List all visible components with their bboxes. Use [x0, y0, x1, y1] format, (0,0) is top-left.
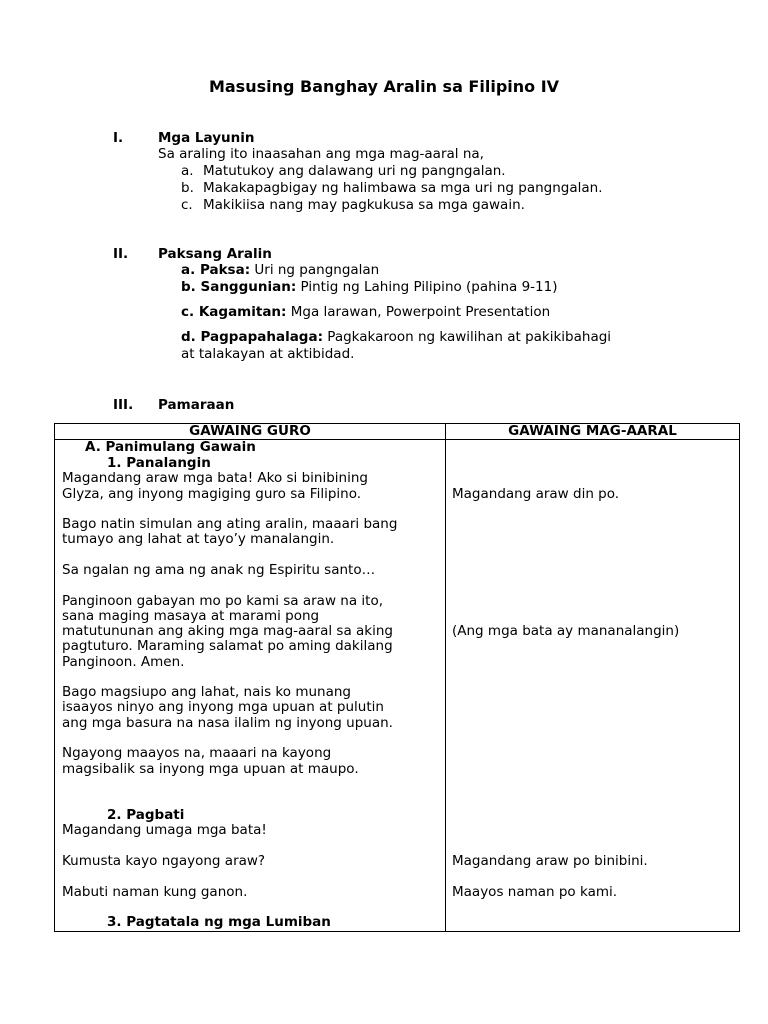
teacher-line: Panginoon gabayan mo po kami sa araw na ito,: [62, 593, 384, 609]
materials-item: [181, 305, 550, 320]
subject-text: Uri ng pangngalan: [254, 262, 380, 278]
materials-text: Mga larawan, Powerpoint Presentation: [290, 304, 551, 320]
teacher-line: Panginoon. Amen.: [62, 654, 185, 670]
header-gawaing-mag-aaral: GAWAING MAG-AARAL: [446, 424, 740, 440]
section1-heading: Mga Layunin: [158, 130, 255, 146]
teacher-line: magsibalik sa inyong mga upuan at maupo.: [62, 761, 359, 777]
teacher-line: Ngayong maayos na, maaari na kayong: [62, 745, 332, 761]
teacher-line: matutununan ang aking mga mag-aaral sa aking: [62, 623, 393, 639]
objective-letter: c.: [181, 197, 193, 213]
student-line: (Ang mga bata ay mananalangin): [452, 623, 680, 639]
teacher-activity-cell: [55, 440, 446, 932]
student-activity-cell: [446, 440, 740, 932]
table-row: [55, 440, 740, 932]
values-label: d. Pagpapahalaga:: [181, 329, 323, 345]
teacher-line: Mabuti naman kung ganon.: [62, 884, 248, 900]
reference-item: [181, 280, 558, 295]
values-text-continued: at talakayan at aktibidad.: [181, 346, 355, 362]
step2-heading: 2. Pagbati: [107, 807, 185, 823]
section3-numeral: III.: [113, 397, 134, 413]
teacher-line: tumayo ang lahat at tayo’y manalangin.: [62, 531, 335, 547]
student-line: Maayos naman po kami.: [452, 884, 618, 900]
teacher-line: Bago natin simulan ang ating aralin, maaari bang: [62, 516, 398, 532]
document-title: Masusing Banghay Aralin sa Filipino IV: [208, 77, 560, 96]
teacher-line: ang mga basura na nasa ilalim ng inyong upuan.: [62, 715, 393, 731]
procedure-table: [54, 423, 740, 932]
table-header-row: [55, 424, 740, 440]
header-gawaing-guro: GAWAING GURO: [55, 424, 446, 440]
teacher-line: Bago magsiupo ang lahat, nais ko munang: [62, 684, 351, 700]
materials-label: c. Kagamitan:: [181, 304, 287, 320]
section2-heading: Paksang Aralin: [158, 246, 272, 262]
teacher-line: Glyza, ang inyong magiging guro sa Filipino.: [62, 486, 362, 502]
student-line: Magandang araw din po.: [452, 486, 620, 502]
objective-letter: a.: [181, 163, 194, 179]
values-item: [181, 330, 611, 345]
section1-numeral: I.: [113, 130, 124, 146]
values-text: Pagkakaroon ng kawilihan at pakikibahagi: [327, 329, 612, 345]
teacher-line: Magandang araw mga bata! Ako si binibining: [62, 470, 368, 486]
teacher-line: sana maging masaya at marami pong: [62, 608, 320, 624]
reference-label: b. Sanggunian:: [181, 279, 297, 295]
subject-label: a. Paksa:: [181, 262, 251, 278]
objective-letter: b.: [181, 180, 194, 196]
teacher-line: isaayos ninyo ang inyong mga upuan at pulutin: [62, 699, 384, 715]
student-line: Magandang araw po binibini.: [452, 853, 648, 869]
part-a-heading: A. Panimulang Gawain: [85, 439, 256, 455]
step1-heading: 1. Panalangin: [107, 455, 211, 471]
section2-numeral: II.: [113, 246, 129, 262]
reference-text: Pintig ng Lahing Pilipino (pahina 9-11): [300, 279, 558, 295]
teacher-line: Sa ngalan ng ama ng anak ng Espiritu santo…: [62, 562, 376, 578]
objective-text: Matutukoy ang dalawang uri ng pangngalan.: [203, 163, 506, 179]
objective-text: Makikiisa nang may pagkukusa sa mga gawain.: [203, 197, 525, 213]
teacher-line: Kumusta kayo ngayong araw?: [62, 853, 266, 869]
section1-intro: Sa araling ito inaasahan ang mga mag-aaral na,: [158, 146, 484, 162]
teacher-line: Magandang umaga mga bata!: [62, 822, 267, 838]
section3-heading: Pamaraan: [158, 397, 235, 413]
step3-heading: 3. Pagtatala ng mga Lumiban: [107, 914, 331, 930]
objective-text: Makakapagbigay ng halimbawa sa mga uri ng pangngalan.: [203, 180, 603, 196]
subject-item: [181, 263, 379, 278]
teacher-line: pagtuturo. Maraming salamat po aming dakilang: [62, 638, 393, 654]
